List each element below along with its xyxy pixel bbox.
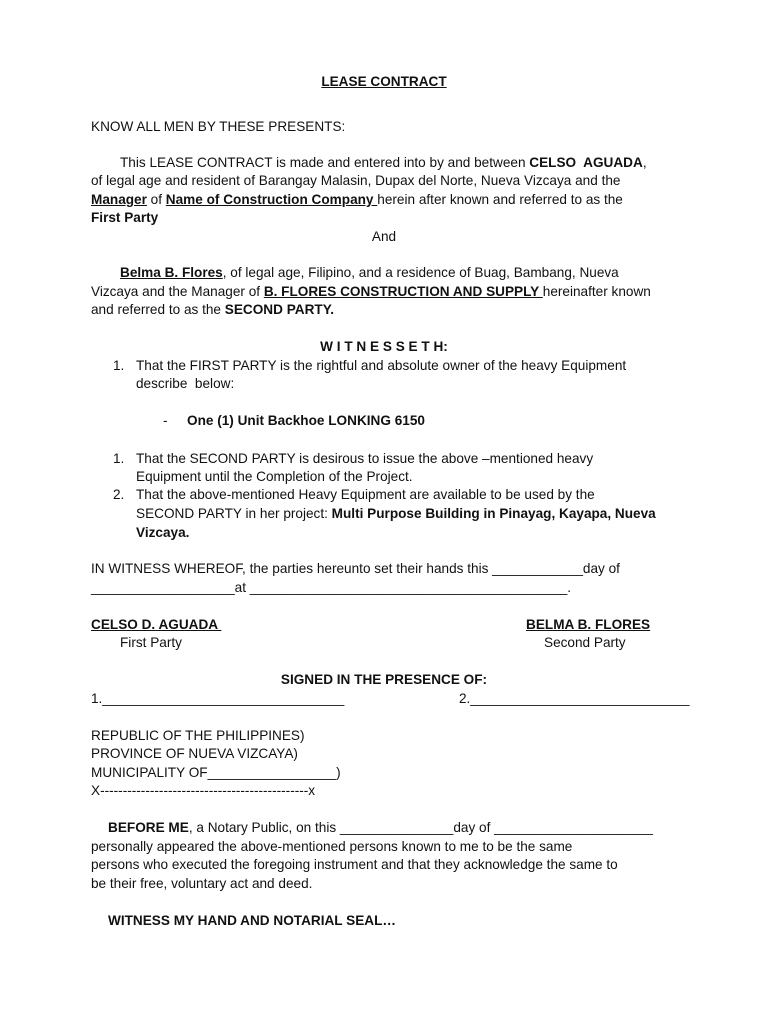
item-1-line-2: describe below:: [136, 376, 235, 391]
p2-line-1: [120, 264, 619, 283]
second-party-company: B. FLORES CONSTRUCTION AND SUPPLY: [263, 284, 543, 299]
first-party-signatory: CELSO D. AGUADA: [91, 617, 222, 632]
item-3-line-1: That the above-mentioned Heavy Equipment are available to be used by the: [136, 487, 595, 502]
item-3-line-2: [136, 505, 656, 524]
item-2-number: 1.: [113, 451, 125, 466]
before-me-label: BEFORE ME: [108, 820, 189, 835]
item-1-line-1: That the FIRST PARTY is the rightful and absolute owner of the heavy Equipment: [136, 358, 627, 373]
witnesseth-heading: W I T N E S S E T H:: [320, 339, 448, 354]
ack-republic: REPUBLIC OF THE PHILIPPINES): [91, 728, 305, 743]
witness-2-line: 2._____________________________: [459, 691, 690, 706]
closing-line: WITNESS MY HAND AND NOTARIAL SEAL…: [108, 913, 396, 928]
p2-text-a: Vizcaya and the Manager of: [91, 284, 264, 299]
p1-line-1: [120, 154, 647, 173]
manager-label: Manager: [91, 192, 147, 207]
item-2-line-1: That the SECOND PARTY is desirous to issue the above –mentioned heavy: [136, 451, 594, 466]
ack-municipality: MUNICIPALITY OF_________________): [91, 765, 341, 780]
item-3-text: SECOND PARTY in her project:: [136, 506, 332, 521]
and-label: And: [371, 229, 397, 244]
document-title: LEASE CONTRACT: [321, 74, 447, 89]
project-name: Multi Purpose Building in Pinayag, Kayapa, Nueva: [331, 506, 656, 521]
equipment-dash: -: [163, 413, 168, 428]
p2-line-3: [91, 301, 334, 320]
item-3-line-3: Vizcaya.: [136, 525, 190, 540]
first-party-role: First Party: [120, 635, 182, 650]
second-party-signatory: BELMA B. FLORES: [526, 617, 651, 632]
ack-province: PROVINCE OF NUEVA VIZCAYA): [91, 746, 298, 761]
notary-line-1: [108, 819, 653, 838]
intro-line: KNOW ALL MEN BY THESE PRESENTS:: [91, 119, 346, 134]
p2-text-d: and referred to as the: [91, 302, 225, 317]
first-party-name: CELSO AGUADA: [529, 155, 643, 170]
p1-text-end: herein after known and referred to as the: [377, 192, 623, 207]
p1-of: of: [146, 192, 166, 207]
p2-text-c: hereinafter known: [542, 284, 651, 299]
p1-line-4: First Party: [91, 210, 159, 225]
presence-heading: SIGNED IN THE PRESENCE OF:: [280, 672, 488, 687]
item-3-number: 2.: [113, 487, 125, 502]
notary-line-2: personally appeared the above-mentioned persons known to me to be the same: [91, 839, 573, 854]
witness-1-line: 1.________________________________: [91, 691, 345, 706]
item-1-number: 1.: [113, 358, 125, 373]
notary-text: , a Notary Public, on this _______________day of _____________________: [188, 820, 653, 835]
ack-separator: X----------------------------------------------x: [91, 783, 316, 798]
p1-line-3: [91, 191, 623, 210]
notary-line-4: be their free, voluntary act and deed.: [91, 876, 313, 891]
second-party-name: Belma B. Flores: [120, 265, 223, 280]
p2-text: , of legal age, Filipino, and a residence of Buag, Bambang, Nueva: [222, 265, 619, 280]
second-party-label: SECOND PARTY.: [224, 302, 335, 317]
witness-whereof-line-2: ___________________at __________________________________________.: [91, 580, 572, 595]
p2-line-2: [91, 283, 651, 302]
p1-comma: ,: [642, 155, 647, 170]
second-party-role: Second Party: [544, 635, 626, 650]
witness-whereof-line-1: IN WITNESS WHEREOF, the parties hereunto set their hands this ____________day of: [91, 561, 620, 576]
equipment-description: One (1) Unit Backhoe LONKING 6150: [187, 413, 425, 428]
notary-line-3: persons who executed the foregoing instrument and that they acknowledge the same to: [91, 857, 618, 872]
company-placeholder: Name of Construction Company: [165, 192, 378, 207]
p1-line-2: of legal age and resident of Barangay Malasin, Dupax del Norte, Nueva Vizcaya and the: [91, 173, 621, 188]
p1-text: This LEASE CONTRACT is made and entered into by and between: [120, 155, 530, 170]
item-2-line-2: Equipment until the Completion of the Project.: [136, 469, 413, 484]
